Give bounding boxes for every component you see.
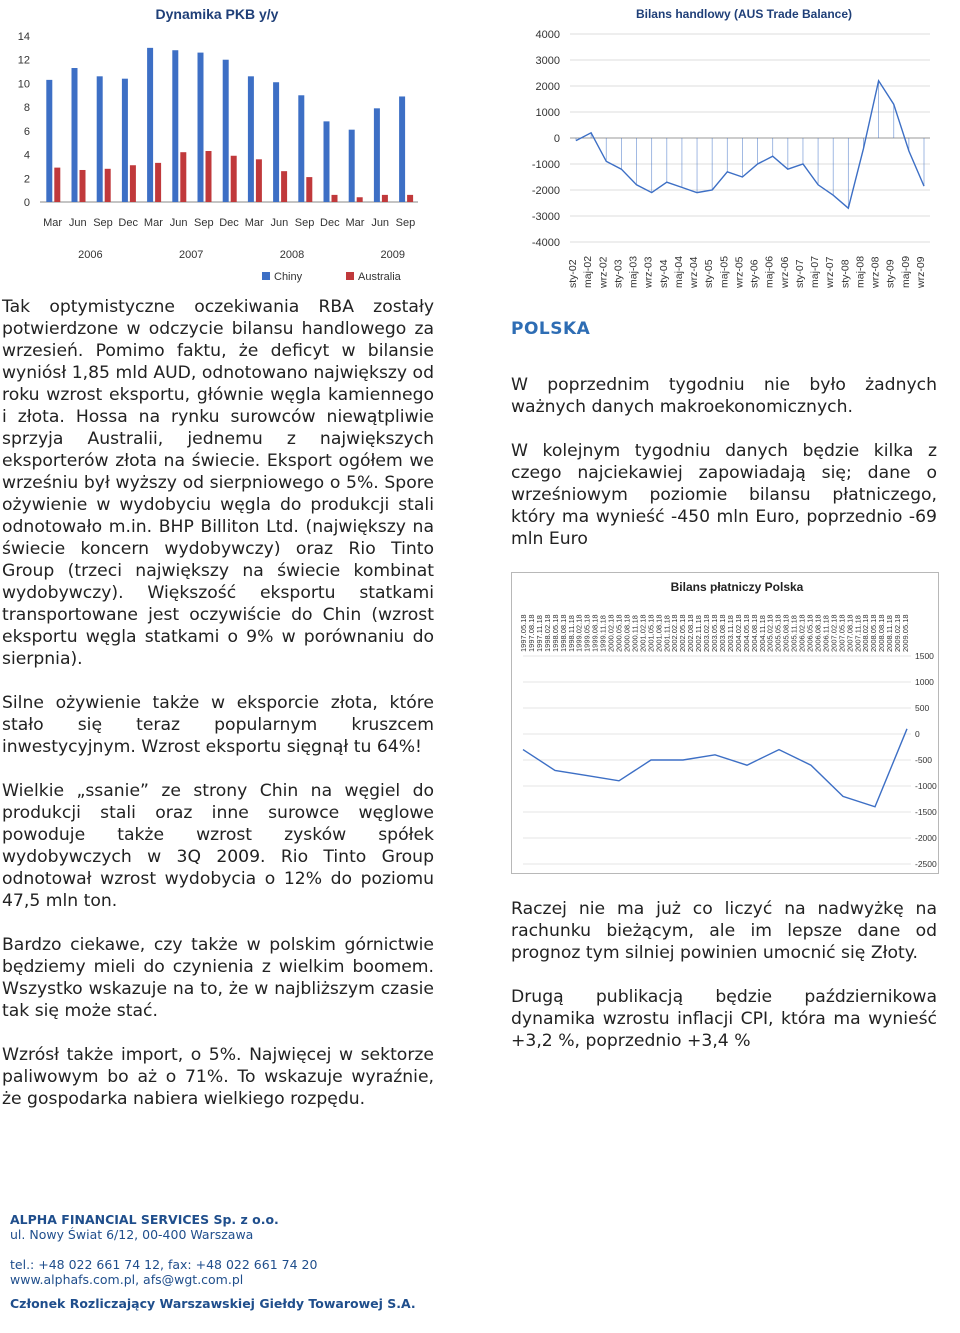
gdp-bar-chiny xyxy=(374,108,380,202)
trade-x-tick: wrz-09 xyxy=(915,256,927,288)
gdp-chart-title: Dynamika PKB y/y xyxy=(155,6,279,22)
paragraph-previous-week: W poprzednim tygodniu nie było żadnych ważnych danych makroekonomicznych. xyxy=(511,375,937,417)
pl-x-tick: 1999.05.18 xyxy=(582,614,592,652)
left-article-column xyxy=(2,296,434,1132)
pl-y-tick: -2000 xyxy=(915,833,937,843)
pl-x-tick: 2002.05.18 xyxy=(678,614,688,652)
pl-x-tick: 2003.05.18 xyxy=(710,614,719,652)
pl-chart-title: Bilans płatniczy Polska xyxy=(670,580,804,594)
trade-x-tick: maj-09 xyxy=(899,255,912,288)
gdp-bar-australia xyxy=(231,156,237,202)
trade-x-tick: sty-04 xyxy=(657,259,670,288)
pl-x-tick: 2008.08.18 xyxy=(877,614,887,652)
trade-x-tick: maj-04 xyxy=(672,255,685,288)
pl-x-tick: 2005.02.18 xyxy=(765,614,775,652)
trade-y-tick: -1000 xyxy=(531,159,560,171)
gdp-bar-chiny xyxy=(248,76,254,202)
pl-x-tick: 2004.05.18 xyxy=(741,614,751,652)
pl-x-tick: 2007.11.18 xyxy=(853,615,863,652)
trade-y-tick: 4000 xyxy=(535,29,560,41)
trade-x-tick: sty-06 xyxy=(748,259,761,288)
trade-y-tick: 1000 xyxy=(535,107,560,119)
gdp-x-tick: Mar xyxy=(345,217,365,229)
pl-x-tick: 2006.05.18 xyxy=(805,614,815,652)
trade-y-tick: 3000 xyxy=(535,55,560,67)
pl-y-tick: 0 xyxy=(915,729,920,739)
pl-x-tick: 2006.08.18 xyxy=(813,614,823,652)
pl-x-tick: 2004.08.18 xyxy=(749,614,759,652)
gdp-year-label: 2007 xyxy=(178,249,204,261)
pl-x-tick: 2009.05.18 xyxy=(901,614,910,652)
pl-x-tick: 2008.05.18 xyxy=(869,614,879,652)
gdp-bar-australia xyxy=(306,177,312,202)
pl-x-tick: 2001.02.18 xyxy=(638,614,648,652)
pl-x-tick: 2002.02.18 xyxy=(670,614,680,652)
gdp-y-tick: 2 xyxy=(23,173,30,186)
footer-address: ul. Nowy Świat 6/12, 00-400 Warszawa xyxy=(10,1227,254,1242)
gdp-y-tick: 6 xyxy=(23,125,30,138)
pl-x-tick: 2007.08.18 xyxy=(845,614,855,652)
pl-x-tick: 2003.02.18 xyxy=(702,614,712,652)
pl-x-tick: 2007.02.18 xyxy=(829,614,839,652)
pl-x-tick: 2007.05.18 xyxy=(837,614,847,652)
pl-x-tick: 2005.11.18 xyxy=(789,615,799,652)
gdp-y-tick: 0 xyxy=(23,197,30,209)
pl-y-tick: -500 xyxy=(915,755,933,765)
gdp-legend-label: Chiny xyxy=(274,271,303,283)
gdp-bar-australia xyxy=(80,170,86,202)
trade-y-tick: 0 xyxy=(553,133,560,145)
trade-x-tick: maj-03 xyxy=(627,255,640,288)
trade-x-tick: wrz-07 xyxy=(824,256,837,288)
gdp-bar-chiny xyxy=(198,53,204,202)
gdp-x-tick: Jun xyxy=(68,217,87,229)
pl-x-tick: 1998.05.18 xyxy=(550,614,560,652)
trade-x-tick: wrz-02 xyxy=(597,256,610,288)
trade-x-tick: sty-08 xyxy=(839,259,852,288)
gdp-bar-chiny xyxy=(349,130,355,202)
footer-web[interactable]: www.alphafs.com.pl, afs@wgt.com.pl xyxy=(10,1272,244,1287)
pl-x-tick: 2004.02.18 xyxy=(733,614,743,652)
pl-x-tick: 2008.11.18 xyxy=(885,615,895,652)
pl-x-tick: 1998.08.18 xyxy=(558,614,568,652)
gdp-growth-chart xyxy=(0,0,430,290)
gdp-legend-label: Australia xyxy=(358,271,401,283)
gdp-year-label: 2006 xyxy=(78,249,103,261)
gdp-bar-chiny xyxy=(324,121,330,202)
pl-x-tick: 2002.08.18 xyxy=(686,614,696,652)
gdp-x-tick: Mar xyxy=(43,217,63,229)
trade-y-tick: -3000 xyxy=(531,211,560,223)
pl-x-tick: 2008.02.18 xyxy=(861,614,871,652)
gdp-x-tick: Jun xyxy=(169,217,188,229)
gdp-x-tick: Mar xyxy=(244,217,264,229)
gdp-bar-australia xyxy=(407,195,413,202)
trade-y-tick: 2000 xyxy=(535,81,560,93)
trade-x-tick: wrz-04 xyxy=(688,256,701,288)
pl-x-tick: 1997.08.18 xyxy=(526,614,536,652)
gdp-bar-chiny xyxy=(97,76,103,202)
pl-y-tick: -2500 xyxy=(915,859,937,869)
gdp-x-tick: Sep xyxy=(294,217,315,229)
gdp-bar-chiny xyxy=(46,80,52,202)
gdp-bar-australia xyxy=(155,163,161,202)
trade-x-tick: wrz-06 xyxy=(778,256,791,288)
gdp-y-tick: 10 xyxy=(17,78,30,91)
gdp-bar-chiny xyxy=(72,68,78,202)
trade-x-tick: sty-07 xyxy=(793,259,806,288)
pl-x-tick: 2005.05.18 xyxy=(773,614,783,652)
gdp-bar-australia xyxy=(206,151,212,202)
poland-balance-chart xyxy=(511,572,939,874)
gdp-x-tick: Sep xyxy=(395,217,416,229)
pl-x-tick: 2001.05.18 xyxy=(646,614,656,652)
gdp-bar-chiny xyxy=(298,95,304,202)
gdp-bar-chiny xyxy=(147,48,153,202)
gdp-bar-chiny xyxy=(223,60,229,202)
pl-y-tick: 500 xyxy=(915,703,930,713)
gdp-bar-chiny xyxy=(122,79,128,202)
gdp-legend-swatch xyxy=(262,272,270,280)
pl-x-tick: 2000.08.18 xyxy=(622,614,632,652)
pl-x-tick: 2005.08.18 xyxy=(781,614,791,652)
pl-x-tick: 1999.02.18 xyxy=(574,614,584,652)
gdp-bar-australia xyxy=(357,197,363,202)
pl-x-tick: 1997.05.18 xyxy=(519,614,528,652)
gdp-x-tick: Dec xyxy=(320,217,340,229)
pl-x-tick: 2003.08.18 xyxy=(717,614,727,652)
gdp-x-tick: Dec xyxy=(219,217,239,229)
footer-phone: tel.: +48 022 661 74 12, fax: +48 022 661 74 20 xyxy=(10,1257,318,1272)
pl-x-tick: 2000.11.18 xyxy=(630,615,640,652)
pl-x-tick: 2006.02.18 xyxy=(797,614,807,652)
trade-x-tick: sty-02 xyxy=(567,259,579,288)
pl-x-tick: 2006.11.18 xyxy=(821,615,831,652)
gdp-x-tick: Sep xyxy=(93,217,113,229)
trade-x-tick: wrz-05 xyxy=(733,256,746,288)
pl-x-tick: 2000.02.18 xyxy=(606,614,616,652)
trade-x-tick: maj-05 xyxy=(718,255,731,288)
pl-x-tick: 2009.02.18 xyxy=(893,614,903,652)
gdp-bar-australia xyxy=(180,152,186,202)
trade-x-tick: sty-03 xyxy=(612,259,625,288)
pl-x-tick: 1999.11.18 xyxy=(598,615,608,652)
paragraph-polish-mining: Bardzo ciekawe, czy także w polskim górnictwie będziemy mieli do czynienia z wielkim boomem. Wszystko wskazuje na to, że w najbliższym czasie tak się może stać. xyxy=(2,935,434,1021)
gdp-y-tick: 14 xyxy=(17,31,30,43)
gdp-year-label: 2008 xyxy=(279,249,305,261)
gdp-y-tick: 12 xyxy=(17,54,30,67)
gdp-y-tick: 8 xyxy=(23,102,30,115)
right-article-column-bottom xyxy=(511,898,937,1074)
pl-x-tick: 2001.08.18 xyxy=(654,614,664,652)
gdp-bar-australia xyxy=(130,165,136,202)
trade-x-tick: maj-08 xyxy=(854,255,867,288)
pl-x-tick: 1997.11.18 xyxy=(534,615,544,652)
pl-x-tick: 2003.11.18 xyxy=(725,615,735,652)
gdp-x-tick: Sep xyxy=(194,217,214,229)
pl-y-tick: 1500 xyxy=(915,651,934,661)
trade-chart-title: Bilans handlowy (AUS Trade Balance) xyxy=(635,7,853,21)
trade-balance-chart xyxy=(508,0,960,295)
trade-x-tick: maj-06 xyxy=(763,255,776,288)
company-footer xyxy=(10,1212,510,1311)
footer-company-name: ALPHA FINANCIAL SERVICES Sp. z o.o. xyxy=(10,1212,279,1227)
gdp-bar-australia xyxy=(105,169,111,202)
gdp-x-tick: Dec xyxy=(118,217,138,229)
gdp-bar-chiny xyxy=(399,96,405,202)
paragraph-trade-balance: Tak optymistyczne oczekiwania RBA zostały potwierdzone w odczycie bilansu handlowego za wrzesień. Pomimo faktu, że deficyt w bilansie wyniósł 1,85 mld AUD, odnotowano największy od roku wzrost eksportu, głównie węgla kamiennego i złota. Hossa na rynku surowców niewątpliwie sprzyja Australii, jednemu z największych eksporterów złota na świecie. Eksport ogółem we wrześniu był wyższy od sierpniowego o 5%. Spore ożywienie w wydobyciu węgla do produkcji stali odnotowało m.in. BHP Billiton Ltd. (największy na świecie koncern wydobywczy) oraz Rio Tinto Group (trzeci największy na świecie kombinat wydobywczy). Większość eksportu statkami transportowane jest oczywiście do Chin (wzrost eksportu węgla statkami o 9% w porównaniu do sierpnia). xyxy=(2,297,434,669)
trade-y-tick: -4000 xyxy=(531,237,560,249)
gdp-bar-chiny xyxy=(172,50,178,202)
gdp-x-tick: Mar xyxy=(143,217,163,229)
right-article-column xyxy=(511,318,937,572)
gdp-bar-chiny xyxy=(273,82,279,202)
pl-x-tick: 1998.11.18 xyxy=(566,615,576,652)
paragraph-current-account: Raczej nie ma już co liczyć na nadwyżkę na rachunku bieżącym, ale im lepsze dane od prognoz tym silniej powinien umocnić się Złoty. xyxy=(511,899,937,963)
gdp-bar-australia xyxy=(332,195,338,202)
trade-y-tick: -2000 xyxy=(531,185,560,197)
gdp-bar-australia xyxy=(54,168,60,202)
gdp-x-tick: Jun xyxy=(270,217,289,229)
pl-y-tick: -1500 xyxy=(915,807,937,817)
pl-x-tick: 1999.08.18 xyxy=(590,614,600,652)
paragraph-china-demand: Wielkie „ssanie” ze strony Chin na węgiel do produkcji stali oraz inne surowce węglowe powoduje także wzrost zysków spółek wydobywczych w 3Q 2009. Rio Tinto Group odnotował wzrost wydobycia o 12% do poziomu 47,5 mln ton. xyxy=(2,781,434,911)
trade-x-tick: wrz-08 xyxy=(869,256,882,288)
trade-x-tick: wrz-03 xyxy=(642,256,655,288)
gdp-bar-australia xyxy=(382,195,388,202)
trade-x-tick: maj-02 xyxy=(582,255,595,288)
gdp-legend-swatch xyxy=(346,272,354,280)
pl-y-tick: 1000 xyxy=(915,677,934,687)
trade-x-tick: maj-07 xyxy=(809,255,822,288)
pl-x-tick: 2001.11.18 xyxy=(662,615,672,652)
pl-y-tick: -1000 xyxy=(915,781,937,791)
section-heading-polska: POLSKA xyxy=(511,319,591,339)
gdp-bar-australia xyxy=(256,159,262,202)
paragraph-cpi: Drugą publikacją będzie październikowa dynamika wzrostu inflacji CPI, która ma wynieść +3,2 %, poprzednio +3,4 % xyxy=(511,987,937,1051)
pl-x-tick: 2004.11.18 xyxy=(757,615,767,652)
gdp-year-label: 2009 xyxy=(380,249,406,261)
pl-x-tick: 1998.02.18 xyxy=(542,614,552,652)
gdp-y-tick: 4 xyxy=(23,149,30,162)
pl-x-tick: 2002.11.18 xyxy=(694,615,704,652)
gdp-x-tick: Jun xyxy=(371,217,390,229)
paragraph-gold-export: Silne ożywienie także w eksporcie złota, które stało się teraz popularnym kruszcem inwestycyjnym. Wzrost eksportu sięgnął tu 64%! xyxy=(2,693,434,757)
trade-x-tick: sty-05 xyxy=(703,259,716,288)
paragraph-next-week: W kolejnym tygodniu danych będzie kilka z czego najciekawiej zapowiadają się; dane o wrześniowym poziomie bilansu płatniczego, który ma wynieść -450 mln Euro, poprzednio -69 mln Euro xyxy=(511,441,937,549)
pl-x-tick: 2000.05.18 xyxy=(614,614,624,652)
gdp-bar-australia xyxy=(281,171,287,202)
footer-membership: Członek Rozliczający Warszawskiej Giełdy Towarowej S.A. xyxy=(10,1296,416,1311)
paragraph-import: Wzrósł także import, o 5%. Najwięcej w sektorze paliwowym bo aż o 71%. To wskazuje wyraźnie, że gospodarka nabiera wielkiego rozpędu. xyxy=(2,1045,434,1109)
trade-x-tick: sty-09 xyxy=(884,259,897,288)
